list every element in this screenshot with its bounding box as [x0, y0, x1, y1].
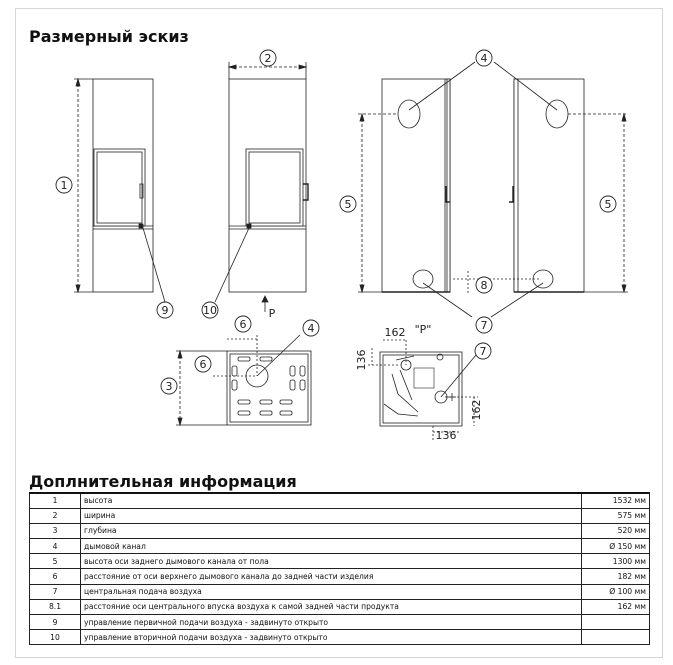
row-number: 4 — [30, 539, 81, 554]
row-number: 6 — [30, 569, 81, 584]
row-value — [581, 615, 649, 630]
row-description: расстояние от оси верхнего дымового канала до задней части изделия — [81, 569, 582, 584]
dim-162-right: 162 — [470, 399, 483, 421]
table-row — [30, 554, 650, 569]
row-number: 10 — [30, 630, 81, 645]
callout-4-top-label: 4 — [307, 322, 315, 335]
side-view — [215, 62, 308, 312]
row-description: глубина — [81, 523, 582, 538]
row-description: центральная подача воздуха — [81, 584, 582, 599]
row-number: 1 — [30, 493, 81, 508]
callout-1-label: 1 — [60, 179, 68, 192]
callout-7-label: 7 — [480, 319, 488, 332]
table-row — [30, 569, 650, 584]
row-number: 2 — [30, 508, 81, 523]
row-description: высота — [81, 493, 582, 508]
sketch-title: Размерный эскиз — [29, 27, 189, 46]
callout-5-left-label: 5 — [344, 198, 352, 211]
callout-10-label: 10 — [203, 304, 217, 317]
row-number: 9 — [30, 615, 81, 630]
table-row — [30, 630, 650, 645]
front-view — [74, 79, 165, 302]
row-number: 5 — [30, 554, 81, 569]
dim-136-bottom: 136 — [435, 429, 457, 442]
callout-3-label: 3 — [165, 380, 173, 393]
row-description: управление первичной подачи воздуха - задвинуто открыто — [81, 615, 582, 630]
top-view — [176, 335, 311, 425]
table-row — [30, 615, 650, 630]
row-description: дымовой канал — [81, 539, 582, 554]
row-value: Ø 150 мм — [581, 539, 649, 554]
callout-8-label: 8 — [480, 279, 488, 292]
row-description: расстояние оси центрального впуска воздуха к самой задней части продукта — [81, 599, 582, 614]
callout-9-label: 9 — [161, 304, 169, 317]
section-p-label: "P" — [414, 323, 432, 336]
callout-5-right-label: 5 — [604, 198, 612, 211]
callout-6-top-label: 6 — [239, 318, 247, 331]
row-value — [581, 630, 649, 645]
row-value: 162 мм — [581, 599, 649, 614]
table-row — [30, 584, 650, 599]
view-p-label: P — [268, 307, 276, 320]
callout-2-label: 2 — [264, 52, 272, 65]
callout-7-section-label: 7 — [479, 345, 487, 358]
row-description: управление вторичной подачи воздуха - задвинуто открыто — [81, 630, 582, 645]
table-row — [30, 508, 650, 523]
row-value: 182 мм — [581, 569, 649, 584]
row-value: 1300 мм — [581, 554, 649, 569]
info-table — [29, 492, 650, 645]
row-value: 520 мм — [581, 523, 649, 538]
callout-6-side-label: 6 — [199, 358, 207, 371]
table-row — [30, 599, 650, 614]
row-number: 7 — [30, 584, 81, 599]
dim-136-left: 136 — [355, 349, 368, 371]
table-row — [30, 539, 650, 554]
info-title: Доплнительная информация — [29, 472, 297, 491]
dim-162-top: 162 — [384, 326, 406, 339]
row-description: ширина — [81, 508, 582, 523]
row-value: 575 мм — [581, 508, 649, 523]
row-value: 1532 мм — [581, 493, 649, 508]
row-value: Ø 100 мм — [581, 584, 649, 599]
row-number: 8.1 — [30, 599, 81, 614]
section-p-view — [368, 340, 478, 440]
row-number: 3 — [30, 523, 81, 538]
callout-4-label: 4 — [480, 52, 488, 65]
row-description: высота оси заднего дымового канала от пола — [81, 554, 582, 569]
table-row — [30, 493, 650, 508]
table-row — [30, 523, 650, 538]
